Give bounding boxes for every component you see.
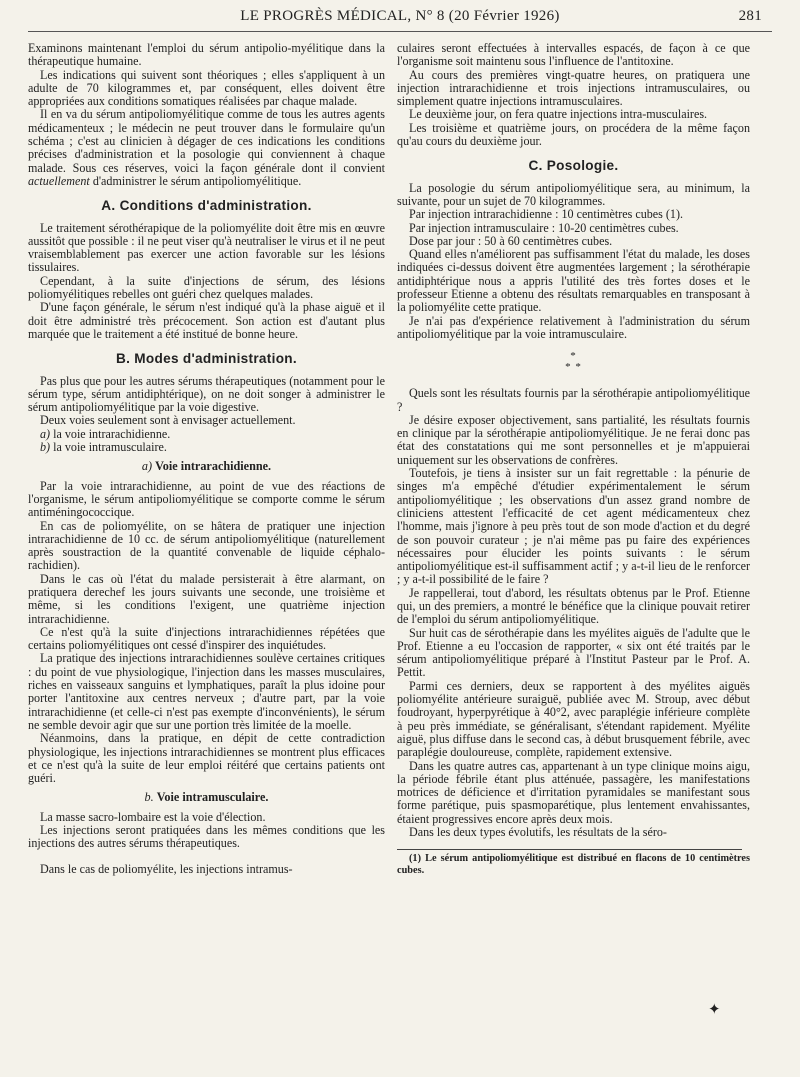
subsection-label: b.	[144, 790, 154, 805]
paragraph: Quand elles n'améliorent pas suffisamment l'état du malade, les doses indiquées ci-dessus doivent être augmentées largement ; la sérothérapie antidiphtérique nous a appris l'utilité des très fortes doses et le professeur Etienne a obtenu des résultats remarquables en transposant à la poliomyélite cette pratique.	[397, 247, 750, 315]
paragraph: Dans le cas de poliomyélite, les injections intramus-	[40, 861, 293, 876]
paragraph: Le traitement sérothérapique de la poliomyélite doit être mis en œuvre aussitôt que possible : il ne peut viser qu'à neutraliser le virus et il ne peut vraisemblablement pas exercer une action favorable sur les lésions tissulaires.	[28, 220, 385, 275]
paragraph: Parmi ces derniers, deux se rapportent à des myélites aiguës poliomyélite antérieure suraiguë, publiée avec M. Stroup, avec début foudroyant, hyperpyrétique à 40°2, avec paraplégie inférieure complète à peu près immédiate, se généralisant, s'étendant rapidement. Myélite aiguë, plus diffuse dans le second cas, à début brusquement fébrile, avec paraplégie douloureuse, complète, rapidement extensive.	[397, 678, 750, 760]
left-column	[28, 42, 385, 876]
subsection-b-heading	[28, 791, 385, 804]
subsection-title: Voie intramusculaire.	[156, 790, 269, 805]
paragraph: La posologie du sérum antipoliomyélitique sera, au minimum, la suivante, pour un sujet de 70 kilogrammes.	[397, 180, 750, 208]
paragraph: Néanmoins, dans la pratique, en dépit de cette contradiction physiologique, les injections intrarachidiennes se montrent plus efficaces et ce n'est qu'à la suite de leur emploi réitéré que certains patients ont guéri.	[28, 731, 385, 786]
paragraph: Par injection intrarachidienne : 10 centimètres cubes (1).	[409, 207, 684, 222]
subsection-title: Voie intrarachidienne.	[155, 459, 272, 474]
asterism	[397, 351, 750, 373]
list-item	[40, 428, 385, 441]
subsection-a-heading	[28, 460, 385, 473]
paragraph: La masse sacro-lombaire est la voie d'élection.	[40, 809, 266, 824]
list-text: la voie intramusculaire.	[50, 440, 167, 455]
paragraph	[28, 108, 385, 188]
journal-title: LE PROGRÈS MÉDICAL, N° 8 (20 Février 1926)	[240, 8, 560, 24]
paragraph: Quels sont les résultats fournis par la sérothérapie antipoliomyélitique ?	[397, 386, 750, 414]
list-item	[40, 441, 385, 454]
section-a-heading: A. Conditions d'administration.	[101, 198, 312, 214]
paragraph: Dose par jour : 50 à 60 centimètres cubes.	[409, 233, 613, 248]
header-rule	[28, 31, 772, 32]
asterism-bottom: * *	[565, 361, 582, 374]
section-c-heading: C. Posologie.	[528, 158, 619, 174]
list-text: la voie intrarachidienne.	[50, 426, 171, 441]
running-header	[28, 8, 772, 30]
paragraph-text: d'administrer le sérum antipoliomyélitique.	[89, 173, 302, 188]
paragraph: Les troisième et quatrième jours, on procédera de la même façon qu'au cours du deuxième jour.	[397, 120, 750, 149]
end-ornament: ✦	[708, 1002, 721, 1018]
section-b-heading: B. Modes d'administration.	[116, 351, 297, 367]
paragraph: Le deuxième jour, on fera quatre injections intra-musculaires.	[409, 107, 708, 122]
paragraph: En cas de poliomyélite, on se hâtera de pratiquer une injection intrarachidienne de 10 cc. de sérum antipoliomyélitique (naturellement après soustraction de la quantité convenable de liquide céphalo-rachidien).	[28, 518, 385, 573]
paragraph: Je n'ai pas d'expérience relativement à l'administration du sérum antipoliomyélitique par la voie intramusculaire.	[397, 313, 750, 341]
paragraph: Je rappellerai, tout d'abord, les résultats obtenus par le Prof. Etienne qui, un des premiers, a montré le bénéfice que la clinique pouvait retirer de l'emploi du sérum antipoliomyélitique.	[397, 585, 750, 627]
paragraph: Dans le cas où l'état du malade persisterait à être alarmant, on pratiquera derechef les jours suivants une seconde, une troisième et même, si les conditions l'exigent, une quatrième injection intrarachidienne.	[28, 571, 385, 626]
paragraph: Sur huit cas de sérothérapie dans les myélites aiguës de l'adulte que le Prof. Etienne a eu l'occasion de rapporter, « six ont été traités par le sérum antipoliomyélitique préparé à l'Institut Pasteur par le Prof. A. Pettit.	[397, 625, 750, 680]
page-number: 281	[738, 8, 762, 24]
paragraph: Ce n'est qu'à la suite d'injections intrarachidiennes répétées que certains poliomyélitiques ont cessé d'inspirer des inquiétudes.	[28, 624, 385, 653]
paragraph: Par injection intramusculaire : 10-20 centimètres cubes.	[409, 220, 679, 235]
emphasis-text: actuellement	[28, 173, 90, 188]
right-column	[397, 42, 750, 876]
paragraph: culaires seront effectuées à intervalles espacés, de façon à ce que l'organisme soit maintenu sous l'influence de l'antitoxine.	[397, 41, 750, 69]
paragraph: Cependant, à la suite d'injections de sérum, des lésions poliomyélitiques rebelles ont guéri chez quelques malades.	[28, 273, 385, 302]
paragraph: Deux voies seulement sont à envisager actuellement.	[40, 413, 296, 428]
paragraph: Dans les deux types évolutifs, les résultats de la séro-	[409, 825, 667, 840]
footnote: (1) Le sérum antipoliomyélitique est distribué en flacons de 10 centimètres cubes.	[397, 853, 750, 876]
paragraph: Au cours des premières vingt-quatre heures, on pratiquera une injection intrarachidienne et trois injections intramusculaires, ou simplement quatre injections intramusculaires.	[397, 67, 750, 109]
paragraph: Dans les quatre autres cas, appartenant à un type clinique moins aigu, la période fébrile étant plus atténuée, passagère, les manifestations motrices de déficience et d'irritation pyramidales se manifestant sous forme parétique, puis spasmoparétique, plus lentement envahissantes, étaient progressives encore après deux mois.	[397, 758, 750, 826]
footnote-rule	[397, 849, 742, 850]
paragraph: Toutefois, je tiens à insister sur un fait regrettable : la pénurie de singes m'a empêché d'étudier expérimentalement le sérum antipoliomyélitique ; les observations d'un assez grand nombre de cliniciens attestent l'efficacité de cet agent médicamenteux chez l'homme, mais j'ignore à peu près tout de son mode d'action et du degré de son pouvoir curateur ; je n'ai même pas pu faire des expériences nécessaires pour élucider les points suivants : le sérum antipoliomyélitique est-il suffisamment actif ; y a-t-il lieu de le renforcer ; y a-t-il possibilité de le faire ?	[397, 466, 750, 587]
paragraph: Examinons maintenant l'emploi du sérum antipolio-myélitique dans la thérapeutique humaine.	[28, 41, 385, 69]
list-letter: a)	[40, 426, 51, 441]
paragraph: Pas plus que pour les autres sérums thérapeutiques (notamment pour le sérum type, sérum antidiphtérique), on ne doit songer à administrer le sérum antipoliomyélitique par la voie digestive.	[28, 373, 385, 415]
paragraph: Par la voie intrarachidienne, au point de vue des réactions de l'organisme, le sérum antipoliomyélitique se comporte comme le sérum antiméningococcique.	[28, 478, 385, 520]
paragraph: La pratique des injections intrarachidiennes soulève certaines critiques : du point de vue physiologique, l'injection dans les masses musculaires, riches en vaisseaux sanguins et lymphatiques, paraît la plus idoine pour porter l'antitoxine aux centres nerveux ; d'autre part, par la voie intrarachidienne (et celle-ci n'est pas exempte d'inconvénients), le sérum ne semble devoir agir que sur une portion très limitée de la moelle.	[28, 651, 385, 732]
list-letter: b)	[40, 440, 51, 455]
paragraph: Je désire exposer objectivement, sans partialité, les résultats fournis en clinique par la sérothérapie antipoliomyélitique. Je ne ferai donc pas état des constatations qui me sont personnelles et je m'appuierai uniquement sur les observations de confrères.	[397, 412, 750, 467]
asterism-top: *	[570, 350, 577, 363]
subsection-label: a)	[141, 459, 153, 474]
paragraph-text: Il en va du sérum antipoliomyélitique comme de tous les autres agents médicamenteux ; le médecin ne peut trouver dans le formulaire qu'un schéma ; c'est au clinicien à dégager de ces indications les conditions précises d'administration et la posologie qui conviennent à chaque malade. Sous ces réserves, voici la façon générale dont il convient	[28, 107, 385, 175]
route-list	[28, 428, 385, 455]
paragraph: Les injections seront pratiquées dans les mêmes conditions que les injections des autres sérums thérapeutiques.	[28, 823, 385, 851]
paragraph: D'une façon générale, le sérum n'est indiqué qu'à la phase aiguë et il doit être administré très précocement. Son action est d'autant plus marquée que le traitement a été institué de bonne heure.	[28, 300, 385, 341]
paragraph: Les indications qui suivent sont théoriques ; elles s'appliquent à un adulte de 70 kilogrammes et, par conséquent, elles doivent être appropriées aux conditions somatiques réalisées par chaque malade.	[28, 67, 385, 109]
